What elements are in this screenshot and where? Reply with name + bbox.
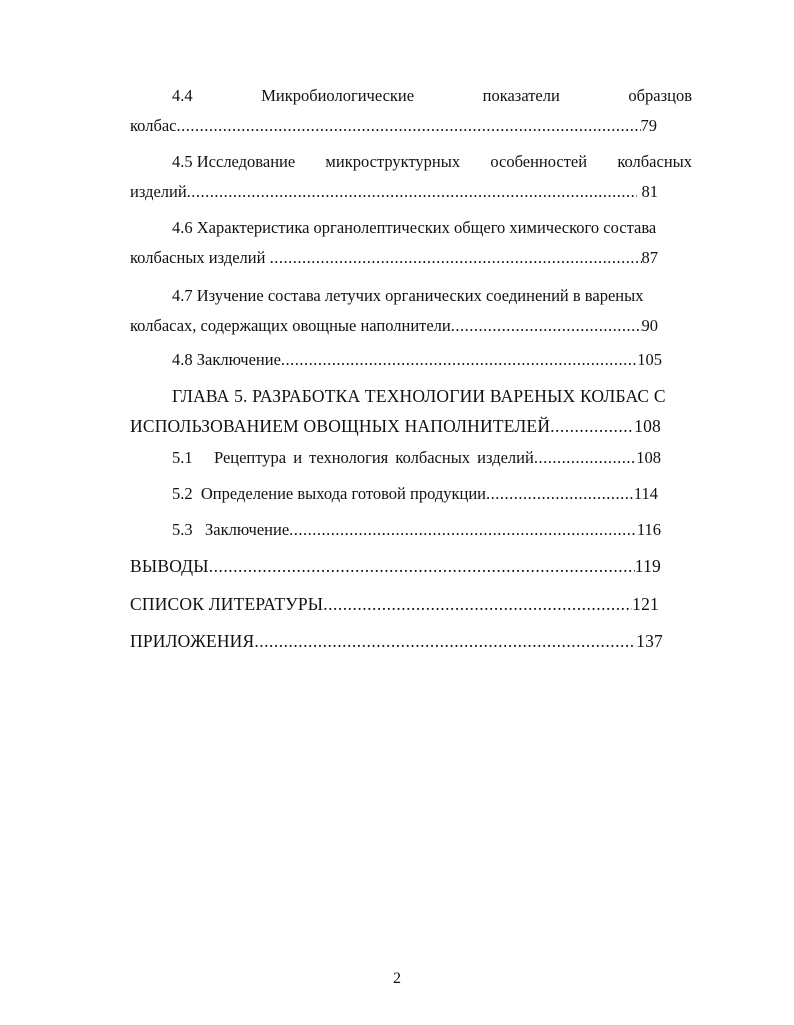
- toc-page-number: 116: [636, 520, 661, 539]
- leader-dots: [254, 631, 636, 651]
- toc-entry-text: 5.1 Рецептура и технология колбасных изделий: [172, 448, 534, 467]
- toc-page-number: 90: [641, 316, 658, 335]
- toc-page-number: 87: [641, 248, 658, 267]
- leader-dots: [451, 316, 642, 336]
- toc-page-number: 108: [634, 416, 661, 436]
- toc-4-5-word: микроструктурных: [325, 152, 461, 171]
- leader-dots: [323, 594, 632, 614]
- toc-entry-text: ПРИЛОЖЕНИЯ: [130, 631, 255, 651]
- toc-entry-appendices: [130, 631, 663, 651]
- toc-4-5-word: 4.5 Исследование: [172, 152, 296, 171]
- leader-dots: [187, 182, 638, 202]
- toc-entry-5-2: [172, 484, 658, 504]
- toc-page-number: 119: [634, 556, 661, 576]
- toc-page-number: 79: [640, 116, 657, 135]
- toc-entry-conclusions: [130, 556, 661, 576]
- toc-4-4-word: 4.4: [172, 86, 193, 105]
- toc-entry-4-5-line1: [172, 152, 692, 172]
- toc-4-5-word: колбасных: [617, 152, 692, 171]
- toc-entry-text: ВЫВОДЫ: [130, 556, 209, 576]
- toc-entry-4-4-line1: [172, 86, 692, 106]
- toc-entry-4-7-line1: 4.7 Изучение состава летучих органических соединений в вареных: [172, 286, 644, 305]
- leader-dots: [270, 248, 642, 268]
- leader-dots: [209, 556, 635, 576]
- toc-entry-text: СПИСОК ЛИТЕРАТУРЫ: [130, 594, 324, 614]
- leader-dots: [281, 350, 637, 370]
- toc-chapter-5-line1: ГЛАВА 5. РАЗРАБОТКА ТЕХНОЛОГИИ ВАРЕНЫХ КОЛБАС С: [172, 386, 666, 406]
- leader-dots: [534, 448, 636, 468]
- toc-entry-4-6-line1: 4.6 Характеристика органолептических общего химического состава: [172, 218, 657, 237]
- toc-entry-4-5-line2: [130, 182, 658, 202]
- toc-entry-4-4-line2: [130, 116, 657, 136]
- toc-entry-text: ИСПОЛЬЗОВАНИЕМ ОВОЩНЫХ НАПОЛНИТЕЛЕЙ: [130, 416, 551, 436]
- toc-4-5-word: особенностей: [490, 152, 588, 171]
- leader-dots: [289, 520, 637, 540]
- toc-entry-4-7-line2: [130, 316, 658, 336]
- toc-entry-text: 5.3 Заключение: [172, 520, 290, 539]
- toc-4-4-word: показатели: [482, 86, 560, 105]
- leader-dots: [177, 116, 641, 136]
- toc-entry-4-6-line2: [130, 248, 658, 268]
- toc-entry-references: [130, 594, 659, 614]
- page-number: 2: [393, 970, 401, 987]
- toc-entry-text: колбасах, содержащих овощные наполнители: [130, 316, 451, 335]
- toc-entry-text: 4.8 Заключение: [172, 350, 281, 369]
- toc-entry-text: колбасных изделий: [130, 248, 270, 267]
- toc-page-number: 105: [637, 350, 662, 369]
- leader-dots: [486, 484, 634, 504]
- toc-page-number: 137: [636, 631, 663, 651]
- toc-page-number: 121: [632, 594, 659, 614]
- toc-entry-text: колбас: [130, 116, 177, 135]
- toc-4-4-word: образцов: [628, 86, 692, 105]
- toc-4-4-word: Микробиологические: [261, 86, 415, 105]
- toc-page-number: 114: [633, 484, 658, 503]
- toc-entry-4-8: [172, 350, 662, 370]
- toc-page-number: 81: [637, 182, 658, 201]
- toc-entry-text: 5.2 Определение выхода готовой продукции: [172, 484, 486, 503]
- leader-dots: [550, 416, 634, 436]
- toc-entry-5-1: [172, 448, 661, 468]
- toc-entry-text: изделий: [130, 182, 187, 201]
- toc-page-number: 108: [636, 448, 661, 467]
- toc-chapter-5-line2: [130, 416, 661, 436]
- toc-entry-5-3: [172, 520, 661, 540]
